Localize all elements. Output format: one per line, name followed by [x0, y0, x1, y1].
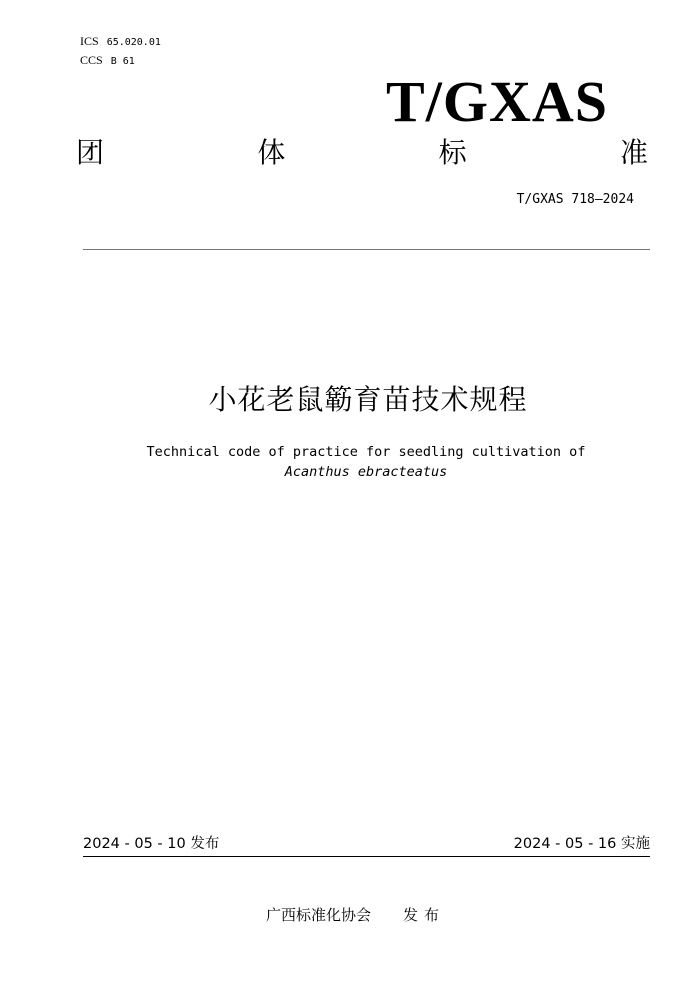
ics-code: 65.020.01: [106, 37, 161, 48]
standard-type-char: 准: [619, 136, 648, 169]
title-chinese: 小花老鼠簕育苗技术规程: [208, 383, 528, 416]
title-english-line2: Acanthus ebracteatus: [284, 464, 448, 480]
header-divider: [83, 249, 650, 250]
title-english-line1: Technical code of practice for seedling cultivation of: [146, 444, 586, 460]
publish-action: 发布: [403, 906, 446, 924]
standard-brand: T/GXAS: [386, 69, 608, 134]
release-date: 2024 - 05 - 10 发布: [83, 836, 220, 852]
standard-type: [76, 135, 648, 171]
publisher-name: 广西标准化协会: [266, 906, 372, 924]
ics-label: ICS: [80, 34, 99, 48]
publisher-line: [266, 904, 445, 926]
ccs-label: CCS: [80, 53, 103, 67]
implement-date: 2024 - 05 - 16 实施: [513, 836, 650, 852]
footer-divider: [83, 856, 650, 857]
standard-type-char: 标: [438, 136, 467, 169]
standard-type-char: 团: [76, 136, 105, 169]
ccs-code: B 61: [110, 56, 135, 67]
ics-line: [80, 34, 161, 50]
standard-type-char: 体: [257, 136, 286, 169]
standard-number: T/GXAS 718—2024: [516, 192, 634, 207]
ccs-line: [80, 53, 135, 69]
